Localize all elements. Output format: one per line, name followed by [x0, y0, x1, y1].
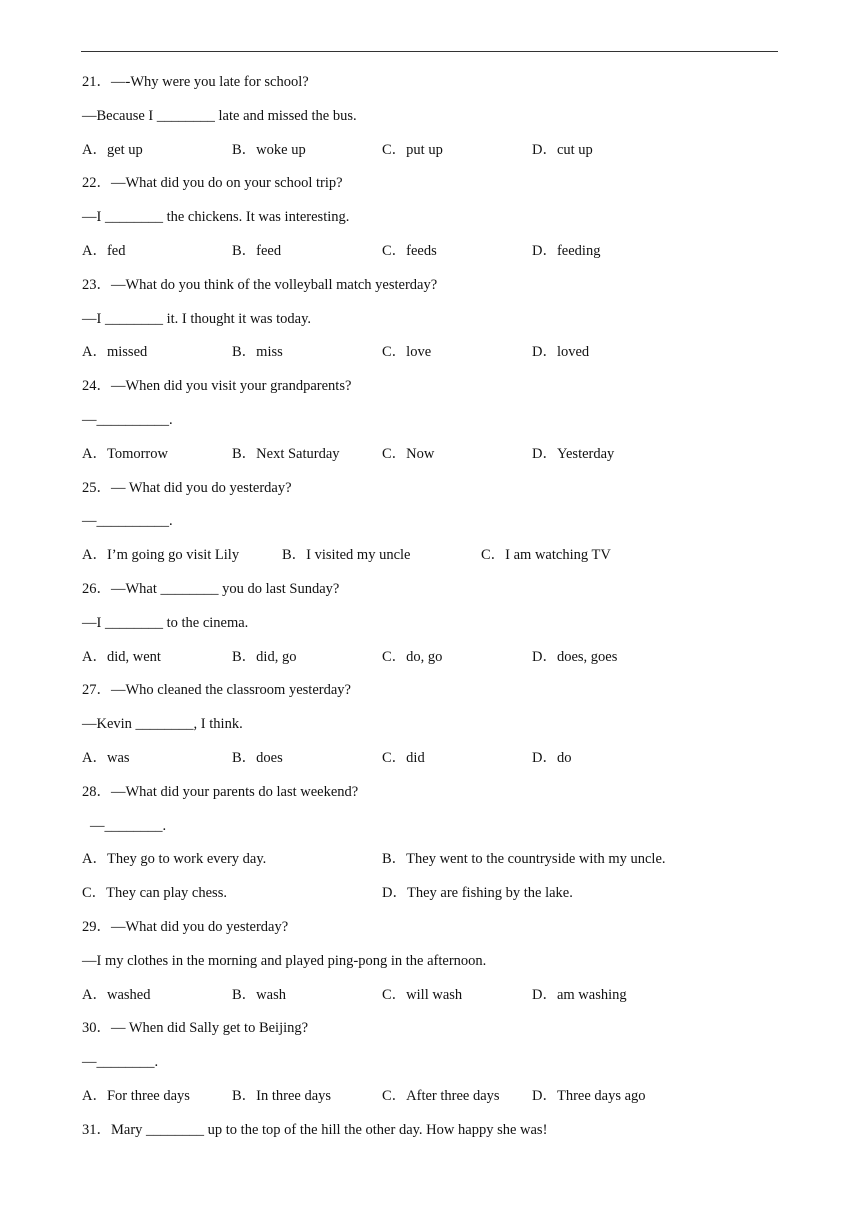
option-a[interactable]: A．fed: [82, 242, 126, 259]
header-rule: [81, 51, 778, 52]
question-25-options: [82, 543, 782, 577]
option-a[interactable]: A．For three days: [82, 1087, 190, 1104]
option-d[interactable]: D．cut up: [532, 141, 593, 158]
option-a[interactable]: A．washed: [82, 986, 151, 1003]
question-29-stem: 29．—What did you do yesterday?: [82, 918, 289, 935]
question-23-options: [82, 340, 782, 374]
option-d[interactable]: D．am washing: [532, 986, 627, 1003]
option-a[interactable]: A．They go to work every day.: [82, 851, 267, 868]
option-b[interactable]: B．does: [232, 749, 283, 766]
option-d[interactable]: D．Three days ago: [532, 1087, 646, 1104]
option-d[interactable]: D．do: [532, 749, 572, 766]
option-c[interactable]: C．Now: [382, 445, 435, 462]
question-26-options: [82, 645, 782, 679]
option-b[interactable]: B．feed: [232, 242, 282, 259]
question-25-line: —__________.: [82, 513, 173, 530]
question-28-line: —________.: [90, 817, 167, 834]
question-22-options: [82, 239, 782, 273]
option-c[interactable]: C．do, go: [382, 648, 443, 665]
question-26-stem: 26．—What ________ you do last Sunday?: [82, 580, 340, 597]
question-30-stem: 30．— When did Sally get to Beijing?: [82, 1020, 309, 1037]
option-d[interactable]: D．feeding: [532, 242, 601, 259]
question-28-stem: 28．—What did your parents do last weekend?: [82, 783, 359, 800]
option-b[interactable]: B．woke up: [232, 141, 306, 158]
option-b[interactable]: B．wash: [232, 986, 286, 1003]
question-28-options-row-2: [82, 881, 782, 915]
option-c[interactable]: C．did: [382, 749, 425, 766]
option-a[interactable]: A．I’m going go visit Lily: [82, 547, 240, 564]
option-b[interactable]: B．They went to the countryside with my uncle.: [382, 851, 666, 868]
option-a[interactable]: A．was: [82, 749, 130, 766]
question-21-line: —Because I ________ late and missed the bus.: [82, 107, 357, 124]
question-22-stem: 22．—What did you do on your school trip?: [82, 175, 343, 192]
question-27-options: [82, 746, 782, 780]
option-c[interactable]: C．They can play chess.: [82, 885, 227, 902]
question-30-line: —________.: [82, 1054, 159, 1071]
question-24-options: [82, 442, 782, 476]
question-27-line: —Kevin ________, I think.: [82, 716, 243, 733]
option-b[interactable]: B．I visited my uncle: [282, 547, 411, 564]
option-d[interactable]: D．They are fishing by the lake.: [382, 885, 573, 902]
question-27-stem: 27．—Who cleaned the classroom yesterday?: [82, 682, 351, 699]
option-c[interactable]: C．After three days: [382, 1087, 500, 1104]
question-26-line: —I ________ to the cinema.: [82, 614, 249, 631]
question-22-line: —I ________ the chickens. It was interesting.: [82, 209, 350, 226]
question-list: [82, 70, 782, 1152]
option-a[interactable]: A．get up: [82, 141, 143, 158]
option-b[interactable]: B．In three days: [232, 1087, 332, 1104]
question-24-stem: 24．—When did you visit your grandparents?: [82, 378, 352, 395]
question-29-options: [82, 983, 782, 1017]
option-a[interactable]: A．Tomorrow: [82, 445, 168, 462]
question-25-stem: 25．— What did you do yesterday?: [82, 479, 292, 496]
option-c[interactable]: C．will wash: [382, 986, 463, 1003]
option-b[interactable]: B．Next Saturday: [232, 445, 340, 462]
question-31-stem: 31．Mary ________ up to the top of the hill the other day. How happy she was!: [82, 1121, 548, 1138]
option-c[interactable]: C．I am watching TV: [481, 547, 611, 564]
question-29-line: —I my clothes in the morning and played ping-pong in the afternoon.: [82, 952, 487, 969]
option-a[interactable]: A．missed: [82, 344, 148, 361]
option-d[interactable]: D．Yesterday: [532, 445, 615, 462]
question-21-stem: 21．—-Why were you late for school?: [82, 74, 309, 90]
option-d[interactable]: D．loved: [532, 344, 590, 361]
option-b[interactable]: B．did, go: [232, 648, 297, 665]
question-21-options: [82, 138, 782, 172]
option-c[interactable]: C．love: [382, 344, 432, 361]
question-23-line: —I ________ it. I thought it was today.: [82, 310, 312, 327]
question-28-options-row-1: [82, 847, 782, 881]
question-24-line: —__________.: [82, 411, 173, 428]
question-23-stem: 23．—What do you think of the volleyball match yesterday?: [82, 276, 438, 293]
option-c[interactable]: C．put up: [382, 141, 443, 158]
option-a[interactable]: A．did, went: [82, 648, 161, 665]
question-30-options: [82, 1084, 782, 1118]
option-d[interactable]: D．does, goes: [532, 648, 618, 665]
option-b[interactable]: B．miss: [232, 344, 283, 361]
option-c[interactable]: C．feeds: [382, 242, 437, 259]
